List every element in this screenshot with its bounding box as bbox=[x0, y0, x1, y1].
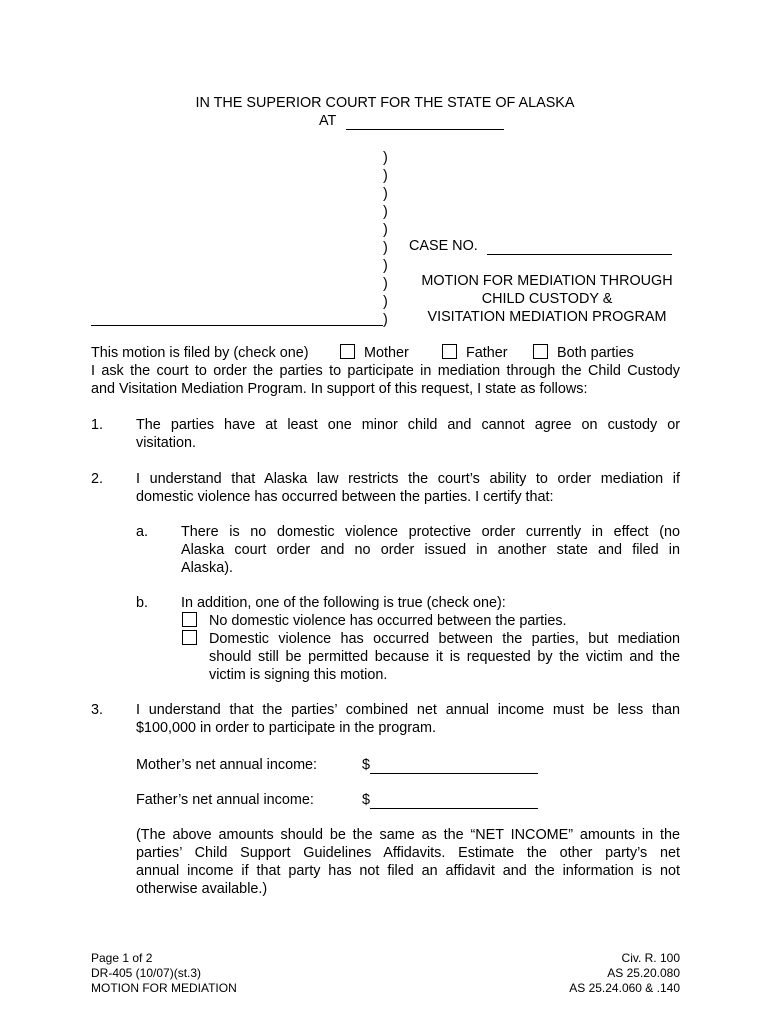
case-no-label: CASE NO. bbox=[409, 238, 478, 254]
father-income-field[interactable]: $ bbox=[362, 791, 538, 809]
statute-citation-1: AS 25.20.080 bbox=[607, 966, 680, 980]
footer-left bbox=[91, 951, 237, 996]
case-number bbox=[409, 237, 672, 255]
dv-option-occurred[interactable] bbox=[182, 630, 197, 648]
dv-occurred-checkbox[interactable] bbox=[182, 630, 197, 645]
mother-checkbox[interactable] bbox=[340, 344, 355, 359]
case-number-field[interactable] bbox=[487, 239, 672, 255]
court-location bbox=[319, 112, 504, 130]
mother-income-field[interactable]: $ bbox=[362, 756, 538, 774]
at-label: AT bbox=[319, 113, 337, 129]
footer-right bbox=[569, 951, 680, 996]
filed-by-label: This motion is filed by (check one) bbox=[91, 345, 309, 361]
item-2-text: I understand that Alaska law restricts the court’s ability to order mediation if domestic violence has occurred between the parties. I certify that: bbox=[136, 471, 680, 505]
item-2-number: 2. bbox=[91, 471, 104, 487]
form-number: DR-405 (10/07)(st.3) bbox=[91, 966, 202, 980]
item-2b-letter: b. bbox=[136, 595, 149, 611]
statute-citation-2: AS 25.24.060 & .140 bbox=[569, 981, 680, 995]
option-father[interactable]: Father bbox=[442, 344, 508, 362]
dv-occurred-label: Domestic violence has occurred between the parties, but mediation should still be permitted because it is requested by the victim and the victim is signing this motion. bbox=[209, 631, 680, 683]
item-3-text: I understand that the parties’ combined net annual income must be less than $100,000 in order to participate in the program. bbox=[136, 702, 680, 736]
father-income-label: Father’s net annual income: bbox=[136, 792, 314, 808]
motion-title-line-1: MOTION FOR MEDIATION THROUGH bbox=[421, 273, 673, 289]
location-field[interactable] bbox=[346, 114, 504, 130]
item-2b-lead: In addition, one of the following is true (check one): bbox=[181, 595, 506, 611]
income-note: (The above amounts should be the same as the “NET INCOME” amounts in the parties’ Child Support Guidelines Affidavits. Estimate the other party’s net annual income if that party has not filed an affidavit and the information is not otherwise available.) bbox=[136, 827, 680, 897]
intro-paragraph: I ask the court to order the parties to participate in mediation through the Child Custody and Visitation Mediation Program. In support of this request, I state as follows: bbox=[91, 363, 680, 397]
option-both-parties[interactable]: Both parties bbox=[533, 344, 634, 362]
court-heading: IN THE SUPERIOR COURT FOR THE STATE OF ALASKA bbox=[195, 95, 575, 111]
both-parties-checkbox[interactable] bbox=[533, 344, 548, 359]
rule-citation: Civ. R. 100 bbox=[621, 951, 680, 965]
item-2a-letter: a. bbox=[136, 524, 149, 540]
option-mother[interactable]: Mother bbox=[340, 344, 409, 362]
no-dv-label: No domestic violence has occurred between the parties. bbox=[209, 613, 567, 629]
item-2a-text: There is no domestic violence protective order currently in effect (no Alaska court order and no order issued in another state and filed in Alaska). bbox=[181, 524, 680, 576]
page-number: Page 1 of 2 bbox=[91, 951, 153, 965]
mother-income-label: Mother’s net annual income: bbox=[136, 757, 318, 773]
caption-parens: ) ) ) ) ) ) ) ) ) ) bbox=[383, 150, 388, 328]
party-names-field[interactable] bbox=[91, 325, 383, 326]
father-checkbox[interactable] bbox=[442, 344, 457, 359]
motion-title-line-3: VISITATION MEDIATION PROGRAM bbox=[427, 309, 667, 325]
motion-title-line-2: CHILD CUSTODY & bbox=[481, 291, 613, 307]
item-1-text: The parties have at least one minor child and cannot agree on custody or visitation. bbox=[136, 417, 680, 451]
no-dv-checkbox[interactable] bbox=[182, 612, 197, 627]
item-3-number: 3. bbox=[91, 702, 104, 718]
dv-option-none[interactable] bbox=[182, 612, 197, 630]
item-1-number: 1. bbox=[91, 417, 104, 433]
form-title: MOTION FOR MEDIATION bbox=[91, 981, 237, 995]
